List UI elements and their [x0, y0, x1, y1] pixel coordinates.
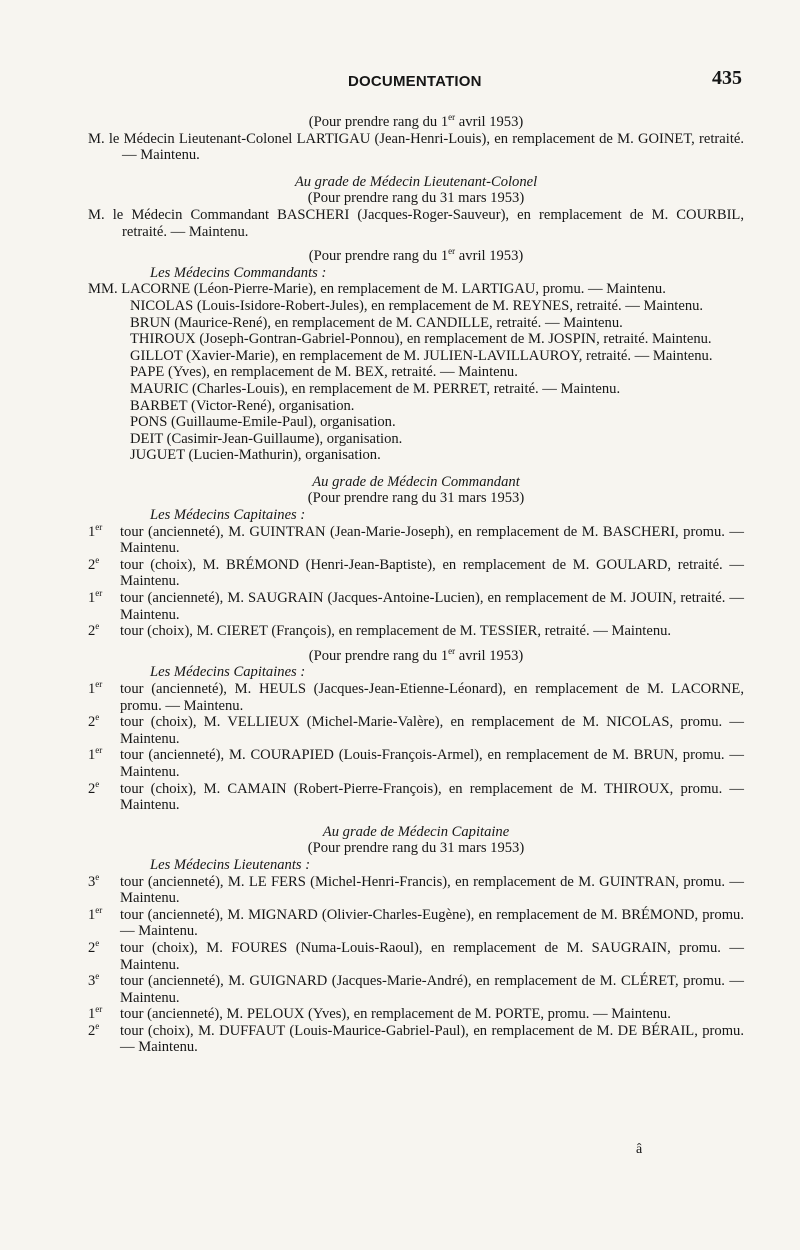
grade-heading: Au grade de Médecin Capitaine: [322, 823, 510, 840]
appointment-entry: [88, 381, 744, 398]
category-label: Les Médecins Lieutenants :: [150, 856, 311, 873]
promotion-entry: [88, 623, 744, 640]
tour-rank: 3e: [88, 971, 100, 990]
tour-rank: 2e: [88, 712, 100, 731]
appointment-entry: [88, 331, 744, 348]
tour-rank: 2e: [88, 554, 100, 573]
tour-rank: 1er: [88, 904, 103, 923]
promotion-entry: [88, 973, 744, 1006]
rank-date-line: (Pour prendre rang du 1er avril 1953): [308, 246, 524, 265]
tour-rank: 1er: [88, 1004, 103, 1023]
promotion-entry: [88, 871, 744, 907]
rank-date-line: (Pour prendre rang du 1er avril 1953): [308, 112, 524, 130]
promotion-entry: [88, 904, 744, 940]
entry-text: tour (choix), M. CAMAIN (Robert-Pierre-François), en remplacement de M. THIROUX, promu. — Maintenu.: [120, 780, 744, 814]
entry-text: tour (ancienneté), M. GUINTRAN (Jean-Marie-Joseph), en remplacement de M. BASCHERI, promu. — Maintenu.: [120, 523, 744, 557]
page-number: 435: [712, 67, 742, 89]
entry-text: tour (ancienneté), M. COURAPIED (Louis-François-Armel), en remplacement de M. BRUN, promu. — Maintenu.: [120, 747, 744, 780]
promotion-entry: [88, 778, 744, 814]
appointment-entry: MM. LACORNE (Léon-Pierre-Marie), en remplacement de M. LARTIGAU, promu. — Maintenu.: [88, 281, 666, 298]
rank-date-line: (Pour prendre rang du 1er avril 1953): [308, 645, 524, 664]
entry-text: tour (ancienneté), M. SAUGRAIN (Jacques-Antoine-Lucien), en remplacement de M. JOUIN, retraité. — Maintenu.: [120, 590, 744, 623]
promotion-entry: [88, 521, 744, 557]
entry-text: PAPE (Yves), en remplacement de M. BEX, retraité. — Maintenu.: [130, 364, 518, 381]
entry-text: NICOLAS (Louis-Isidore-Robert-Jules), en remplacement de M. REYNES, retraité. — Maintenu.: [130, 297, 704, 314]
promotion-entry: [88, 747, 744, 780]
entry-text: tour (choix), M. DUFFAUT (Louis-Maurice-Gabriel-Paul), en remplacement de M. DE BÉRAIL, promu. — Maintenu.: [120, 1022, 744, 1056]
appointment-entry: M. le Médecin Commandant BASCHERI (Jacques-Roger-Sauveur), en remplacement de M. COURBIL, retraité. — Maintenu.: [88, 206, 744, 240]
grade-heading: Au grade de Médecin Lieutenant-Colonel: [294, 173, 538, 190]
running-title: DOCUMENTATION: [348, 73, 482, 90]
entry-text: tour (choix), M. BRÉMOND (Henri-Jean-Baptiste), en remplacement de M. GOULARD, retraité. — Maintenu.: [120, 556, 744, 590]
appointment-entry: [88, 348, 744, 365]
entry-text: tour (ancienneté), M. GUIGNARD (Jacques-Marie-André), en remplacement de M. CLÉRET, promu. — Maintenu.: [120, 973, 744, 1006]
appointment-entry: [88, 315, 744, 332]
promotion-entry: [88, 1023, 744, 1056]
entry-text: BARBET (Victor-René), organisation.: [130, 397, 355, 414]
rank-date-line: (Pour prendre rang du 31 mars 1953): [307, 840, 525, 857]
entry-text: tour (choix), M. FOURES (Numa-Louis-Raoul), en remplacement de M. SAUGRAIN, promu. — Maintenu.: [120, 939, 744, 973]
tour-rank: 3e: [88, 871, 100, 890]
entry-text: MAURIC (Charles-Louis), en remplacement de M. PERRET, retraité. — Maintenu.: [130, 380, 621, 397]
tour-rank: 2e: [88, 621, 100, 640]
appointment-entry: [88, 447, 744, 464]
rank-date-line: (Pour prendre rang du 31 mars 1953): [307, 190, 525, 207]
entry-text: BRUN (Maurice-René), en remplacement de M. CANDILLE, retraité. — Maintenu.: [130, 314, 623, 331]
entry-text: THIROUX (Joseph-Gontran-Gabriel-Ponnou), en remplacement de M. JOSPIN, retraité. Maintenu.: [130, 331, 712, 348]
tour-rank: 1er: [88, 588, 103, 607]
entry-text: tour (choix), M. CIERET (François), en remplacement de M. TESSIER, retraité. — Maintenu.: [120, 623, 672, 640]
entry-text: tour (ancienneté), M. LE FERS (Michel-Henri-Francis), en remplacement de M. GUINTRAN, promu. — Maintenu.: [120, 873, 744, 907]
promotion-entry: [88, 590, 744, 623]
signature-mark: â: [636, 1142, 643, 1157]
promotion-entry: [88, 1006, 744, 1023]
category-label: Les Médecins Commandants :: [150, 264, 327, 281]
tour-rank: 1er: [88, 521, 103, 540]
entry-text: PONS (Guillaume-Emile-Paul), organisation.: [130, 414, 396, 431]
entry-text: JUGUET (Lucien-Mathurin), organisation.: [130, 447, 381, 464]
appointment-entry: [88, 414, 744, 431]
promotion-entry: [88, 554, 744, 590]
category-label: Les Médecins Capitaines :: [150, 664, 306, 681]
entry-text: GILLOT (Xavier-Marie), en remplacement de M. JULIEN-LAVILLAUROY, retraité. — Maintenu.: [130, 347, 713, 364]
appointment-entry: [88, 398, 744, 415]
appointment-entry: [88, 298, 744, 315]
entry-text: DEIT (Casimir-Jean-Guillaume), organisation.: [130, 430, 403, 447]
entry-text: tour (ancienneté), M. PELOUX (Yves), en remplacement de M. PORTE, promu. — Maintenu.: [120, 1006, 671, 1023]
appointment-entry: M. le Médecin Lieutenant-Colonel LARTIGAU (Jean-Henri-Louis), en remplacement de M. GOINET, retraité. — Maintenu.: [88, 130, 744, 164]
document-body: [88, 114, 744, 1056]
promotion-entry: [88, 681, 744, 714]
tour-rank: 1er: [88, 679, 103, 697]
promotion-entry: [88, 714, 744, 747]
tour-rank: 1er: [88, 745, 103, 764]
page-header: [0, 67, 800, 96]
grade-heading: Au grade de Médecin Commandant: [312, 473, 520, 490]
promotion-entry: [88, 940, 744, 973]
tour-rank: 2e: [88, 778, 100, 797]
rank-date-line: (Pour prendre rang du 31 mars 1953): [307, 490, 525, 507]
tour-rank: 2e: [88, 1021, 100, 1039]
category-label: Les Médecins Capitaines :: [150, 507, 306, 524]
entry-text: tour (choix), M. VELLIEUX (Michel-Marie-Valère), en remplacement de M. NICOLAS, promu. — Maintenu.: [120, 714, 744, 747]
entry-text: tour (ancienneté), M. HEULS (Jacques-Jean-Etienne-Léonard), en remplacement de M. LACORNE, promu. — Maintenu.: [120, 681, 744, 714]
entry-text: tour (ancienneté), M. MIGNARD (Olivier-Charles-Eugène), en remplacement de M. BRÉMOND, promu. — Maintenu.: [120, 906, 744, 940]
appointment-entry: [88, 431, 744, 448]
appointment-entry: [88, 364, 744, 381]
tour-rank: 2e: [88, 938, 100, 956]
